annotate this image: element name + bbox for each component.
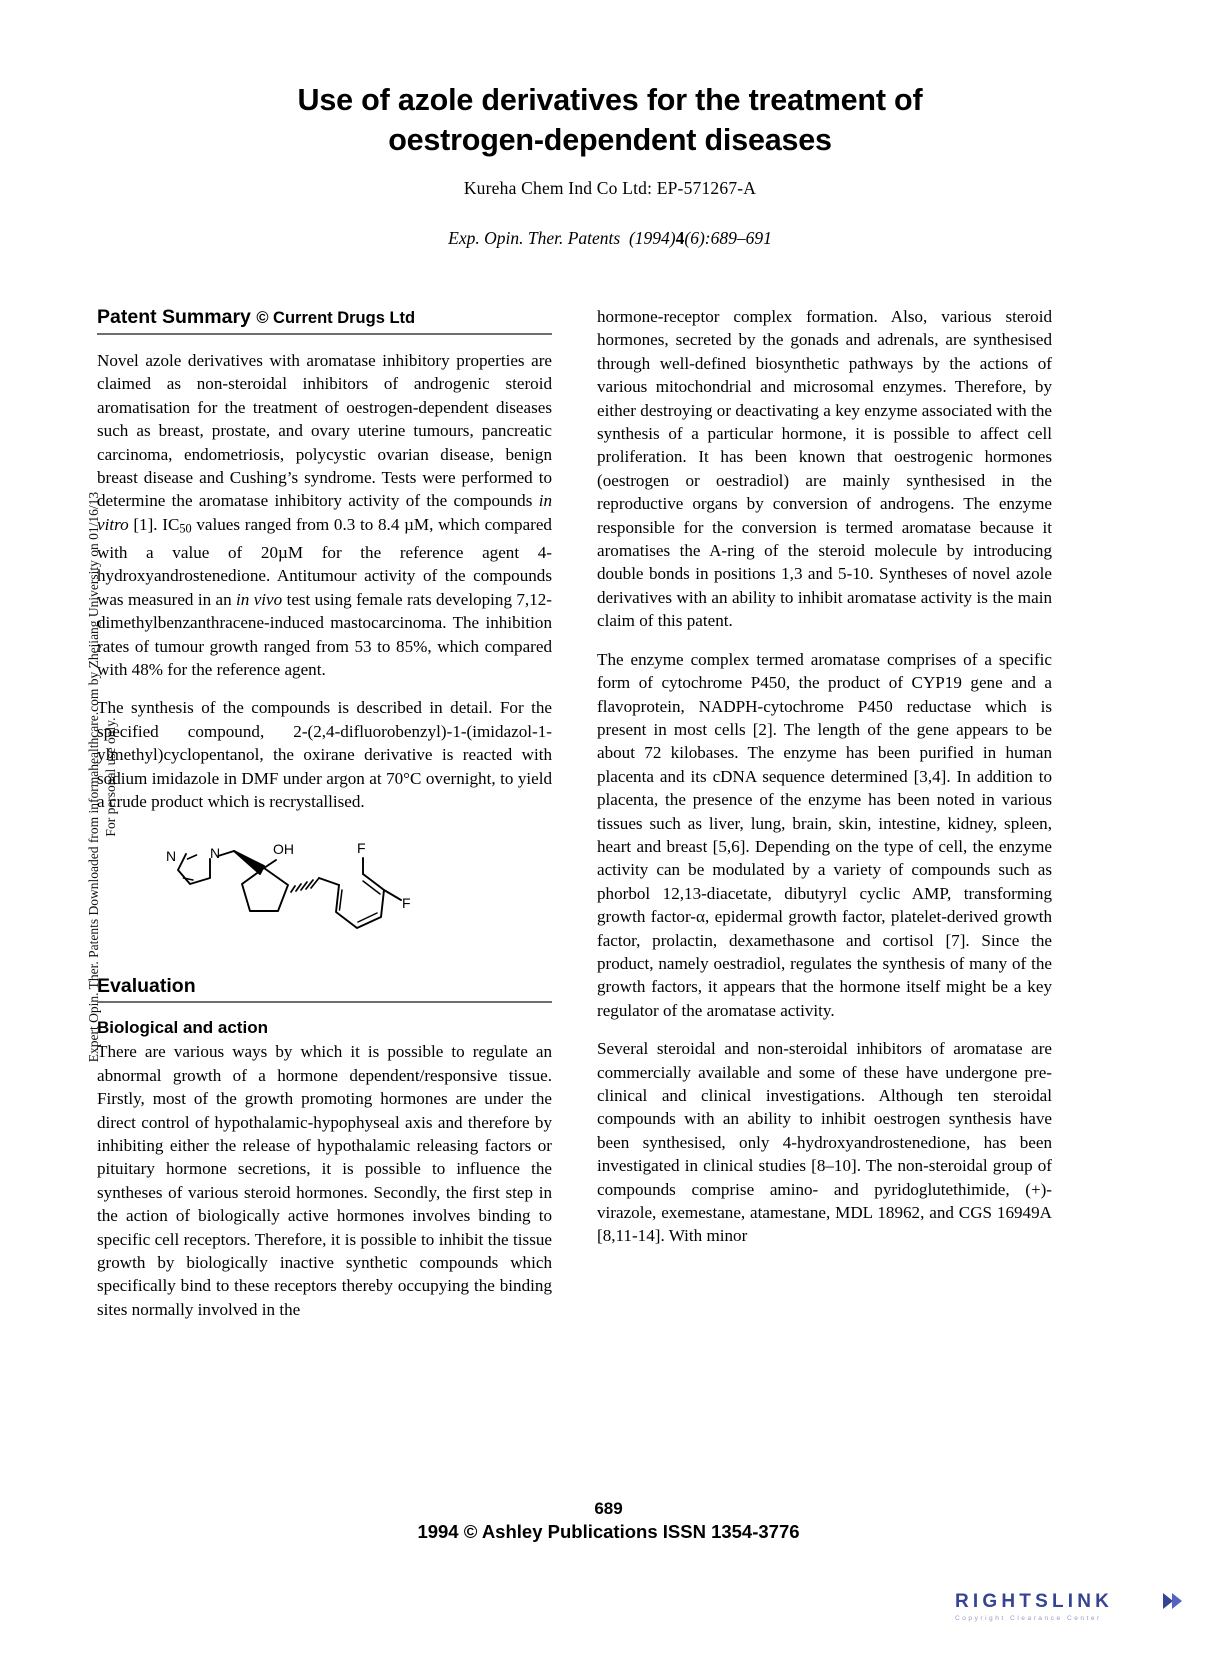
page-title-line1: Use of azole derivatives for the treatment of (297, 83, 923, 117)
rightslink-chevron-icon (1159, 1591, 1185, 1613)
download-stamp-line2: For personal use only. (103, 717, 118, 837)
patent-summary-heading-text: Patent Summary (97, 306, 251, 328)
left-column (97, 305, 552, 1321)
ic50-subscript: 50 (179, 521, 192, 536)
structure-label-hydroxyl: OH (272, 841, 294, 858)
journal-citation (180, 228, 1040, 249)
citation-year: (1994) (628, 228, 676, 248)
patent-assignee-byline: Kureha Chem Ind Co Ltd: EP-571267-A (463, 178, 757, 198)
page-number: 689 (594, 1499, 623, 1518)
structure-label-nitrogen-1: N (165, 848, 176, 865)
right-column (597, 305, 1052, 1248)
chemical-structure-svg (160, 828, 490, 948)
in-vivo-italic: in vivo (236, 589, 283, 609)
structure-label-nitrogen-2: N (209, 845, 220, 862)
summary-text-b: [1]. IC (128, 514, 180, 534)
page-title (180, 80, 1040, 160)
in-vitro-italic: in vitro (97, 491, 552, 534)
paragraph-right-2: The enzyme complex termed aromatase comprises of a specific form of cytochrome P450, the product of CYP19 gene and a flavoprotein, NADPH-cytochrome P450 reductase which is present in most cells [2]. The length of the gene appears to be about 72 kilobases. The enzyme has been purified in human placenta and its cDNA sequence determined [3,4]. In addition to placenta, the presence of the enzyme has been noted in various tissues such as liver, lung, brain, skin, intestine, kidney, spleen, heart and breast [5,6]. Depending on the type of cell, the enzyme activity can be modulated by a variety of compounds such as phorbol 12,13-diacetate, dibutyryl cyclic AMP, transforming growth factor-α, epidermal growth factor, platelet-derived growth factor, prolactin, dexamethasone and cortisol [7]. Since the product, namely oestradiol, regulates the synthesis of many of the growth factors, it appears that the hormone itself might be a key regulator of the aromatase activity. (597, 649, 1052, 1020)
biological-action-subheading: Biological and action (97, 1018, 268, 1038)
citation-volume: 4 (675, 228, 685, 248)
paragraph-summary-1 (97, 349, 552, 681)
page-footer (0, 1498, 1217, 1544)
rightslink-tagline: Copyright Clearance Center (955, 1615, 1102, 1622)
structure-label-fluorine-1: F (356, 840, 366, 857)
patent-summary-copyright: © Current Drugs Ltd (256, 309, 416, 327)
publisher-imprint: 1994 © Ashley Publications ISSN 1354-3776 (417, 1521, 800, 1542)
patent-summary-divider (97, 333, 552, 335)
summary-text-a: Novel azole derivatives with aromatase inhibitory properties are claimed as non-steroidal inhibitors of androgenic steroid aromatisation for the treatment of oestrogen-dependent diseases such as breast, prostate, and ovary uterine tumours, pancreatic carcinoma, endometriosis, polycystic ovarian disease, benign breast disease and Cushing’s syndrome. Tests were performed to determine the aromatase inhibitory activity of the compounds (97, 351, 552, 511)
rightslink-wordmark: RIGHTSLINK (955, 1591, 1114, 1612)
structure-label-fluorine-2: F (401, 895, 411, 912)
citation-issue-pages: (6):689–691 (684, 228, 772, 248)
download-stamp-line1: Expert Opin. Ther. Patents Downloaded from informahealthcare.com by Zhejiang University on 01/16/13 (86, 491, 101, 1063)
paragraph-biological-action: There are various ways by which it is possible to regulate an abnormal growth of a hormone dependent/responsive tissue. Firstly, most of the growth promoting hormones are under the direct control of hypothalamic-hypophyseal axis and therefore by inhibiting either the release of hypothalamic releasing factors or pituitary hormone secretions, it is possible to influence the syntheses of various steroid hormones. Secondly, the first step in the action of biologically active hormones involves binding to specific cell receptors. Therefore, it is possible to inhibit the tissue growth by biologically inactive synthetic compounds which specifically bind to these receptors thereby occupying the binding sites normally involved in the (97, 1042, 552, 1319)
page-title-line2: oestrogen-dependent diseases (388, 123, 832, 157)
citation-journal: Exp. Opin. Ther. Patents (448, 228, 621, 248)
patent-summary-heading (97, 305, 552, 330)
evaluation-divider (97, 1001, 552, 1003)
rightslink-logo[interactable] (955, 1592, 1185, 1624)
paragraph-summary-2: The synthesis of the compounds is described in detail. For the specified compound, 2-(2,4-difluorobenzyl)-1-(imidazol-1-ylmethyl)cyclopentanol, the oxirane derivative is reacted with sodium imidazole in DMF under argon at 70°C overnight, to yield a crude product which is recrystallised. (97, 698, 552, 812)
summary-text-c: values ranged from 0.3 to 8.4 µM, which compared with a value of 20µM for the reference agent 4-hydroxyandrostenedione. Antitumour activity of the compounds was measured in an (97, 514, 552, 609)
chemical-structure-figure (97, 828, 552, 948)
summary-text-d: test using female rats developing 7,12-dimethylbenzanthracene-induced mastocarcinoma. The inhibition rates of tumour growth ranged from 53 to 85%, which compared with 48% for the reference agent. (97, 589, 552, 679)
evaluation-heading: Evaluation (97, 975, 196, 998)
paragraph-right-1: hormone-receptor complex formation. Also, various steroid hormones, secreted by the gonads and adrenals, are synthesised through well-defined biosynthetic pathways by the actions of various mitochondrial and microsomal enzymes. Therefore, by either destroying or deactivating a key enzyme associated with the synthesis of a particular hormone, it is possible to affect cell proliferation. It has been known that oestrogenic hormones (oestrogen or oestradiol) are mainly synthesised in the reproductive organs by conversion of androgens. The enzyme responsible for the conversion is termed aromatase because it aromatises the A-ring of the steroid molecule by introducing double bonds in positions 1,3 and 5-10. Syntheses of novel azole derivatives with an ability to inhibit aromatase activity is the main claim of this patent. (597, 307, 1052, 631)
paragraph-right-3: Several steroidal and non-steroidal inhibitors of aromatase are commercially available and some of these have undergone pre-clinical and clinical investigations. Although ten steroidal compounds with an ability to inhibit oestrogen synthesis have been synthesised, only 4-hydroxyandrostenedione, has been investigated in clinical studies [8–10]. The non-steroidal group of compounds comprise amino- and pyridoglutethimide, (+)-virazole, exemestane, atamestane, MDL 18962, and CGS 16949A [8,11-14]. With minor (597, 1039, 1052, 1246)
